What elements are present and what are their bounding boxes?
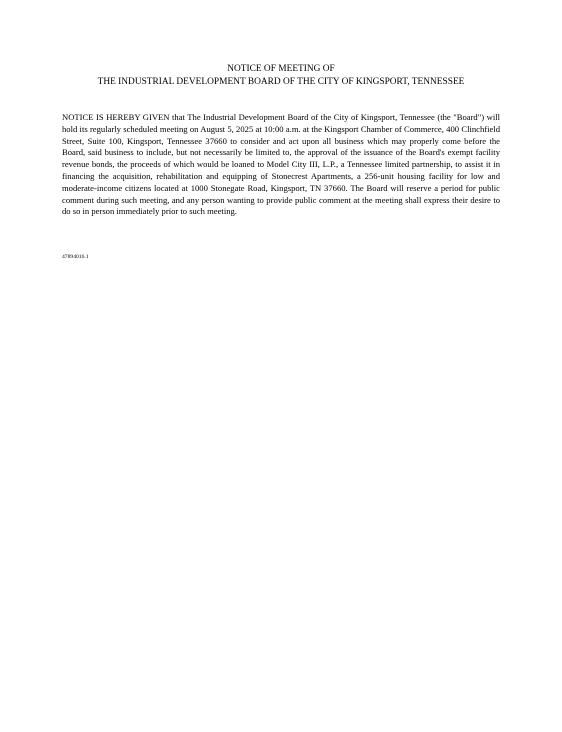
notice-body-paragraph: NOTICE IS HEREBY GIVEN that The Industrial Development Board of the City of Kingsport, Tennessee (the "Board") will hold its regularly scheduled meeting on August 5, 2025 at 10:00 a.m. at the Kingsport Chamber of Commerce, 400 Clinchfield Street, Suite 100, Kingsport, Tennessee 37660 to consider and act upon all business which may properly come before the Board, said business to include, but not necessarily be limited to, the approval of the issuance of the Board's exempt facility revenue bonds, the proceeds of which would be loaned to Model City III, L.P., a Tennessee limited partnership, to assist it in financing the acquisition, rehabilitation and equipping of Stonecrest Apartments, a 256-unit housing facility for low and moderate-income citizens located at 1000 Stonegate Road, Kingsport, TN 37660. The Board will reserve a period for public comment during such meeting, and any person wanting to provide public comment at the meeting shall express their desire to do so in person immediately prior to such meeting. [62, 112, 500, 217]
notice-heading [60, 63, 502, 88]
document-id: 47894016.1 [62, 254, 89, 260]
heading-line-1: NOTICE OF MEETING OF [227, 64, 335, 74]
heading-line-2: THE INDUSTRIAL DEVELOPMENT BOARD OF THE CITY OF KINGSPORT, TENNESSEE [97, 76, 465, 87]
